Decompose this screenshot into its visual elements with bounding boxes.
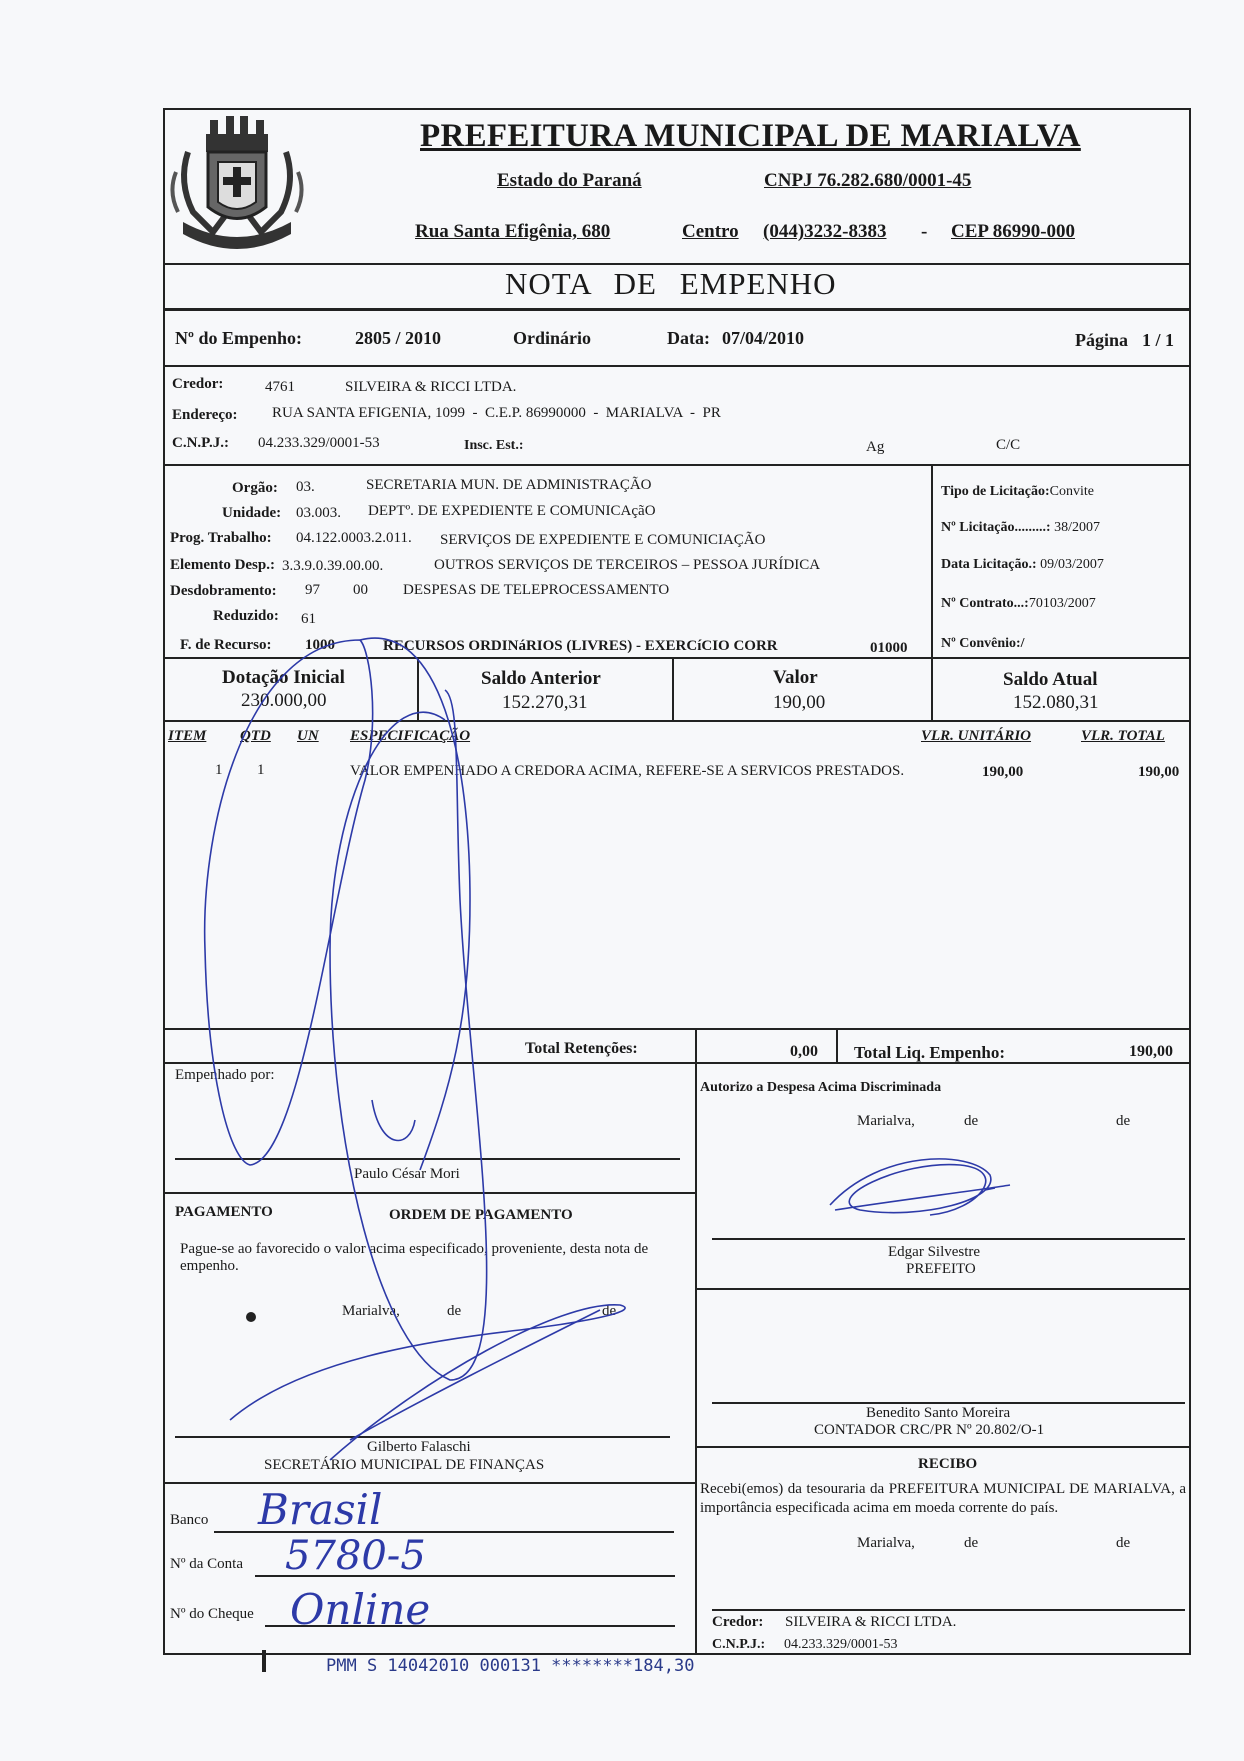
valor-value: 190,00 (773, 692, 826, 713)
total-retencoes-value: 0,00 (790, 1043, 818, 1060)
recibo-de1: de (964, 1535, 979, 1551)
col-qtd: QTD (240, 728, 271, 744)
numero-contrato: Nº Contrato...:70103/2007 (941, 596, 1096, 611)
account-label: C/C (996, 437, 1021, 453)
recurso-code: 1000 (305, 637, 335, 653)
date-label: Data: (667, 328, 710, 348)
reduzido-value: 61 (301, 611, 316, 627)
prefeito-name: Edgar Silvestre (888, 1244, 981, 1260)
elemento-label: Elemento Desp.: (170, 557, 275, 573)
col-especificacao: ESPECIFICAÇÃO (350, 728, 471, 744)
signature-line (712, 1238, 1185, 1240)
autorizo-de2: de (1116, 1113, 1131, 1129)
item-especificacao: VALOR EMPENHADO A CREDORA ACIMA, REFERE-SE A SERVICOS PRESTADOS. (350, 763, 905, 779)
item-number: 1 (215, 762, 223, 778)
ink-dot (246, 1312, 256, 1322)
item-vlr-unitario: 190,00 (982, 764, 1024, 780)
saldo-anterior-label: Saldo Anterior (481, 668, 601, 689)
recibo-title: RECIBO (918, 1456, 978, 1472)
page-label: Página (1075, 330, 1129, 350)
header-separator: - (921, 221, 928, 242)
divider (695, 1062, 697, 1655)
secretario-name: Gilberto Falaschi (367, 1439, 471, 1455)
pagamento-text: Pague-se ao favorecido o valor acima especificado, proveniente, desta nota de empenho. (180, 1241, 649, 1274)
orgao-label: Orgão: (232, 480, 278, 496)
divider (163, 657, 1191, 659)
divider (836, 1028, 838, 1062)
total-liq-label: Total Liq. Empenho: (854, 1043, 1005, 1062)
empenho-type: Ordinário (513, 328, 592, 348)
agency-label: Ag (866, 439, 885, 455)
total-liq-value: 190,00 (1129, 1043, 1173, 1060)
orgao-code: 03. (296, 479, 315, 495)
divider (163, 263, 1191, 265)
divider (163, 1028, 1191, 1030)
valor-label: Valor (773, 667, 818, 688)
prefeito-role: PREFEITO (906, 1261, 976, 1277)
cheque-handwritten: Online (290, 1585, 431, 1634)
pagamento-label: PAGAMENTO (175, 1204, 273, 1220)
divider (163, 1062, 1191, 1064)
autorizo-label: Autorizo a Despesa Acima Discriminada (700, 1080, 942, 1095)
credor-address: RUA SANTA EFIGENIA, 1099 - C.E.P. 86990000 - MARIALVA - PR (272, 405, 721, 421)
district-header: Centro (682, 221, 739, 242)
credor-label: Credor: (172, 376, 224, 392)
address-header: Rua Santa Efigênia, 680 (415, 221, 611, 242)
cep-header: CEP 86990-000 (951, 221, 1076, 242)
col-vlr-unitario: VLR. UNITÁRIO (921, 728, 1032, 744)
divider (672, 657, 674, 720)
signature-line (175, 1158, 680, 1160)
col-vlr-total: VLR. TOTAL (1081, 728, 1165, 744)
divider (163, 1482, 695, 1484)
empenho-number-label: Nº do Empenho: (175, 328, 302, 348)
desdobramento-label: Desdobramento: (170, 583, 277, 599)
banco-handwritten: Brasil (258, 1485, 383, 1534)
total-retencoes-label: Total Retenções: (525, 1040, 638, 1057)
recibo-city: Marialva, (857, 1535, 915, 1551)
pagamento-de2: de (602, 1303, 617, 1319)
tipo-licitacao: Tipo de Licitação:Convite (941, 484, 1094, 499)
conta-label: Nº da Conta (170, 1556, 243, 1572)
banco-label: Banco (170, 1512, 209, 1528)
empenho-date: 07/04/2010 (722, 328, 805, 348)
orgao-name: SECRETARIA MUN. DE ADMINISTRAÇÃO (366, 477, 652, 493)
divider (163, 365, 1191, 367)
unidade-code: 03.003. (296, 505, 341, 521)
prog-trabalho-label: Prog. Trabalho: (170, 530, 272, 546)
coat-of-arms-logo (168, 112, 306, 257)
cnpj-header: CNPJ 76.282.680/0001-45 (764, 170, 972, 191)
municipality-title: PREFEITURA MUNICIPAL DE MARIALVA (420, 118, 1081, 154)
conta-handwritten: 5780-5 (285, 1533, 426, 1579)
divider (163, 308, 1191, 311)
col-item: ITEM (168, 728, 207, 744)
autorizo-city: Marialva, (857, 1113, 915, 1129)
divider (163, 1192, 695, 1194)
autorizo-de1: de (964, 1113, 979, 1129)
recibo-cnpj-label: C.N.P.J.: (712, 1637, 766, 1652)
credor-code: 4761 (265, 379, 295, 395)
divider (163, 720, 1191, 722)
recurso-label: F. de Recurso: (180, 637, 272, 653)
recibo-de2: de (1116, 1535, 1131, 1551)
col-un: UN (297, 728, 319, 744)
contador-role: CONTADOR CRC/PR Nº 20.802/O-1 (814, 1422, 1045, 1438)
empenhado-label: Empenhado por: (175, 1067, 275, 1083)
prog-trabalho-name: SERVIÇOS DE EXPEDIENTE E COMUNICIAÇÃO (440, 532, 766, 548)
ordem-pagamento-label: ORDEM DE PAGAMENTO (389, 1207, 573, 1223)
elemento-name: OUTROS SERVIÇOS DE TERCEIROS – PESSOA JURÍDICA (434, 557, 821, 573)
saldo-atual-label: Saldo Atual (1003, 669, 1098, 690)
divider (695, 1288, 1191, 1290)
numero-convenio: Nº Convênio:/ (941, 636, 1025, 651)
cnpj-label: C.N.P.J.: (172, 435, 229, 451)
document-title: NOTA DE EMPENHO (505, 266, 837, 301)
desdobramento-code1: 97 (305, 582, 320, 598)
endereco-label: Endereço: (172, 407, 238, 423)
unidade-label: Unidade: (222, 505, 282, 521)
elemento-code: 3.3.9.0.39.00.00. (282, 558, 384, 574)
numero-licitacao: Nº Licitação.........: 38/2007 (941, 520, 1100, 535)
dotacao-inicial-value: 230.000,00 (241, 690, 327, 711)
credor-name: SILVEIRA & RICCI LTDA. (345, 379, 517, 395)
recibo-text: Recebi(emos) da tesouraria da PREFEITURA MUNICIPAL DE MARIALVA, a importância especificada acima em moeda corrente do país. (700, 1481, 1186, 1516)
state-label: Estado do Paraná (497, 170, 642, 191)
secretario-role: SECRETÁRIO MUNICIPAL DE FINANÇAS (264, 1457, 545, 1473)
page-number: 1 / 1 (1142, 330, 1175, 350)
ink-mark (262, 1650, 266, 1672)
unidade-name: DEPTº. DE EXPEDIENTE E COMUNICAçãO (368, 503, 656, 519)
cheque-label: Nº do Cheque (170, 1606, 254, 1622)
recibo-credor: SILVEIRA & RICCI LTDA. (785, 1614, 957, 1630)
insc-est-label: Insc. Est.: (464, 438, 524, 453)
saldo-atual-value: 152.080,31 (1013, 692, 1099, 713)
dotacao-inicial-label: Dotação Inicial (222, 667, 345, 688)
divider (931, 464, 933, 720)
saldo-anterior-value: 152.270,31 (502, 692, 588, 713)
signature-line (712, 1609, 1185, 1611)
pagamento-de1: de (447, 1303, 462, 1319)
divider (695, 1446, 1191, 1448)
credor-cnpj: 04.233.329/0001-53 (258, 435, 380, 451)
item-vlr-total: 190,00 (1138, 764, 1180, 780)
empenho-number: 2805 / 2010 (355, 328, 442, 348)
signature-line (175, 1436, 670, 1438)
divider (417, 657, 419, 720)
desdobramento-name: DESPESAS DE TELEPROCESSAMENTO (403, 582, 670, 598)
reduzido-label: Reduzido: (213, 608, 279, 624)
signature-line (712, 1402, 1185, 1404)
recurso-code2: 01000 (870, 640, 908, 656)
empenhado-name: Paulo César Mori (354, 1166, 460, 1182)
divider (163, 464, 1191, 466)
recurso-name: RECURSOS ORDINáRIOS (LIVRES) - EXERCíCIO CORR (383, 638, 778, 654)
recibo-cnpj: 04.233.329/0001-53 (784, 1637, 898, 1652)
desdobramento-code2: 00 (353, 582, 368, 598)
recibo-credor-label: Credor: (712, 1614, 764, 1630)
data-licitacao: Data Licitação.: 09/03/2007 (941, 557, 1104, 572)
pagamento-city: Marialva, (342, 1303, 400, 1319)
item-qtd: 1 (257, 762, 265, 778)
contador-name: Benedito Santo Moreira (866, 1405, 1011, 1421)
prog-trabalho-code: 04.122.0003.2.011. (296, 530, 412, 546)
divider (695, 1028, 697, 1062)
processing-stamp: PMM S 14042010 000131 ********184,30 (326, 1656, 695, 1676)
phone-header: (044)3232-8383 (763, 221, 887, 242)
